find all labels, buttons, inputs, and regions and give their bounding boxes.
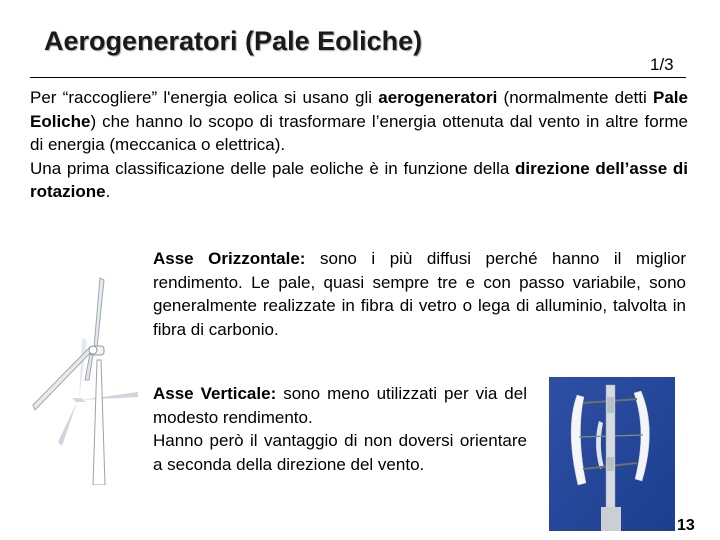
horizontal-axis-turbine-image (30, 260, 145, 485)
intro-text (30, 86, 688, 204)
slide-counter: 1/3 (650, 55, 674, 74)
term-pale-eoliche: Pale Eoliche (30, 88, 688, 131)
vertical-axis-label: Asse Verticale: (153, 384, 277, 403)
intro-paragraph-1: Per “raccogliere” l'energia eolica si usano gli aerogeneratori (normalmente detti Pale Eoliche) che hanno lo scopo di trasformare l’energia ottenuta dal vento in altre forme di energia (meccanica o elettrica). (30, 88, 688, 154)
title-divider (30, 77, 686, 78)
vertical-axis-paragraph: Asse Verticale: sono meno utilizzati per via del modesto rendimento. Hanno però il vantaggio di non doversi orientare a seconda della direzione del vento. (153, 384, 527, 474)
horizontal-axis-label: Asse Orizzontale: (153, 249, 306, 268)
intro-paragraph-2: Una prima classificazione delle pale eoliche è in funzione della direzione dell’asse di rotazione. (30, 158, 688, 201)
vertical-axis-turbine-image (549, 377, 675, 531)
term-direzione-asse: direzione dell’asse di rotazione (30, 158, 688, 201)
slide-title: Aerogeneratori (Pale Eoliche) (44, 26, 423, 56)
page-number: 13 (677, 517, 695, 534)
term-aerogeneratori: aerogeneratori (378, 88, 498, 107)
horizontal-axis-paragraph: Asse Orizzontale: sono i più diffusi perché hanno il miglior rendimento. Le pale, quasi sempre tre e con passo variabile, sono generalmente realizzate in fibra di vetro o lega di alluminio, talvolta in fibra di carbonio. (153, 249, 686, 339)
